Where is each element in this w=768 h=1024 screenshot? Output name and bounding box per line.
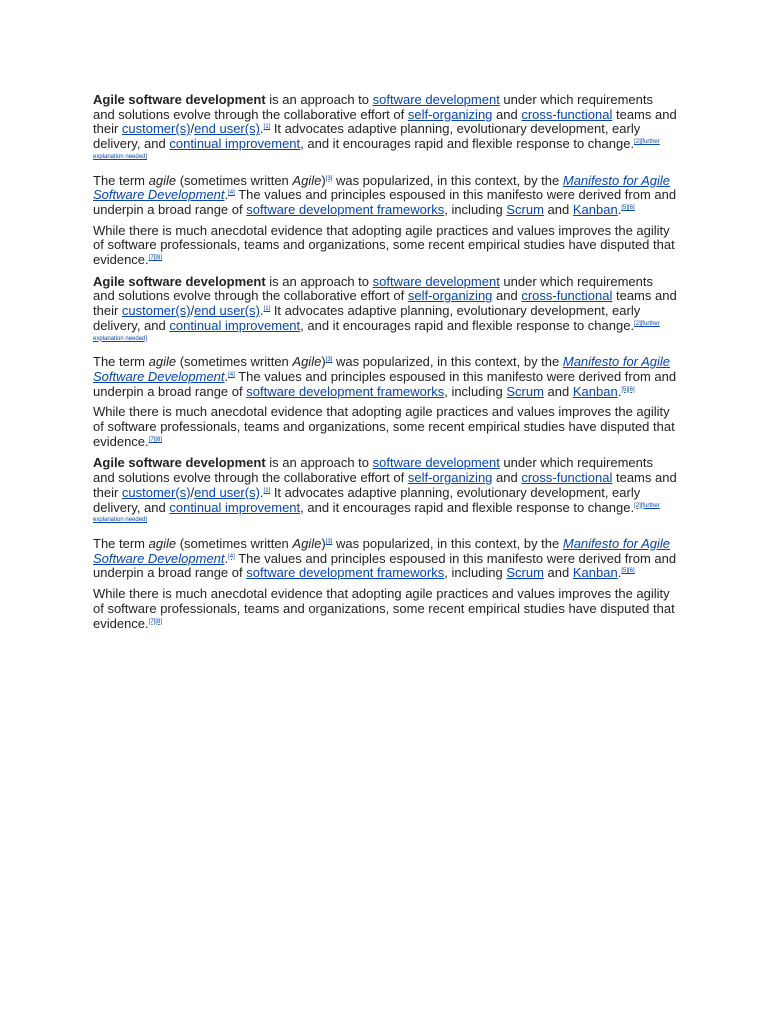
link-self-organizing[interactable]: self-organizing xyxy=(407,288,493,304)
citation-4[interactable]: [4] xyxy=(228,371,235,378)
link-software-development[interactable]: software development xyxy=(372,92,500,107)
link-self-organizing[interactable]: self-organizing xyxy=(407,470,493,486)
text-run: is an approach to xyxy=(265,455,373,471)
text-run: , and it encourages rapid and flexible response to change. xyxy=(300,499,635,515)
definition-paragraph xyxy=(93,456,678,530)
evidence-paragraph xyxy=(93,224,678,268)
link-cross-functional[interactable]: cross-functional xyxy=(521,470,613,486)
text-run: was popularized, in this context, by the xyxy=(332,354,563,370)
bold-term: Agile software development xyxy=(93,455,266,471)
text-run: The values and principles espoused in this manifesto were derived from and underpin a broad range of xyxy=(93,550,677,581)
citation-further-explanation[interactable]: [further explanation needed] xyxy=(93,139,660,160)
text-run: . xyxy=(259,121,264,137)
citation-7-8[interactable]: [7][8] xyxy=(148,618,162,625)
link-kanban[interactable]: Kanban xyxy=(572,565,618,581)
text-run: . xyxy=(617,383,622,399)
link-kanban[interactable]: Kanban xyxy=(572,201,618,217)
text-run: teams and their xyxy=(93,470,677,500)
link-self-organizing[interactable]: self-organizing xyxy=(407,106,493,122)
text-run: under which requirements and solutions evolve through the collaborative effort of xyxy=(93,273,654,304)
text-run: and xyxy=(492,288,522,304)
text-run: and xyxy=(492,106,522,122)
text-run: ) xyxy=(321,535,326,551)
text-run: . xyxy=(224,550,229,566)
text-run: teams and their xyxy=(93,288,677,319)
italic-agile-capital: Agile xyxy=(292,172,322,188)
citation-further-explanation[interactable]: [further explanation needed] xyxy=(93,320,660,342)
citation-4[interactable]: [4] xyxy=(228,553,235,560)
link-software-development[interactable]: software development xyxy=(372,273,500,289)
link-customers[interactable]: customer(s) xyxy=(121,121,191,137)
text-run: is an approach to xyxy=(265,92,373,107)
citation-2[interactable]: [2] xyxy=(634,139,641,146)
text-run: teams and their xyxy=(93,106,677,137)
citation-1[interactable]: [1] xyxy=(263,306,271,313)
link-cross-functional[interactable]: cross-functional xyxy=(521,288,613,304)
text-run: The term xyxy=(93,354,149,370)
italic-agile: agile xyxy=(148,354,177,370)
link-customers[interactable]: customer(s) xyxy=(121,484,191,500)
text-run: It advocates adaptive planning, evolutionary development, early delivery, and xyxy=(93,484,641,515)
text-run: It advocates adaptive planning, evolutionary development, early delivery, and xyxy=(93,121,641,152)
citation-2[interactable]: [2] xyxy=(634,320,641,327)
article-body xyxy=(93,93,678,638)
text-run: The term xyxy=(93,172,149,188)
citation-7-8[interactable]: [7][8] xyxy=(148,255,162,262)
link-software-development[interactable]: software development xyxy=(372,455,500,471)
text-run: The term xyxy=(93,535,149,551)
text-run: / xyxy=(190,484,195,500)
text-run: It advocates adaptive planning, evolutionary development, early delivery, and xyxy=(93,303,641,333)
text-run: , including xyxy=(444,383,507,399)
text-run: is an approach to xyxy=(265,273,373,289)
text-run: (sometimes written xyxy=(176,354,293,370)
citation-7-8[interactable]: [7][8] xyxy=(148,436,162,443)
link-cross-functional[interactable]: cross-functional xyxy=(521,106,613,122)
text-run: , and it encourages rapid and flexible response to change. xyxy=(300,136,635,152)
evidence-paragraph xyxy=(93,587,678,631)
text-run: The values and principles espoused in this manifesto were derived from and underpin a broad range of xyxy=(93,187,677,217)
text-run: , including xyxy=(444,565,507,581)
text-run: and xyxy=(543,565,573,581)
text-run: , and it encourages rapid and flexible response to change. xyxy=(300,317,635,333)
link-continual-improvement[interactable]: continual improvement xyxy=(169,499,301,515)
text-run: While there is much anecdotal evidence that adopting agile practices and values improves the agility of software professionals, teams and organizations, some recent empirical studies have disputed that evidence. xyxy=(93,404,675,449)
link-end-users[interactable]: end user(s) xyxy=(194,484,260,500)
link-kanban[interactable]: Kanban xyxy=(572,383,618,399)
text-run: While there is much anecdotal evidence that adopting agile practices and values improves the agility of software professionals, teams and organizations, some recent empirical studies have disputed that evidence. xyxy=(93,222,675,268)
text-run: . xyxy=(259,303,264,319)
term-paragraph xyxy=(93,174,678,218)
link-frameworks[interactable]: software development frameworks xyxy=(246,383,445,399)
link-frameworks[interactable]: software development frameworks xyxy=(246,201,445,217)
citation-further-explanation[interactable]: [further explanation needed] xyxy=(93,502,660,524)
term-paragraph xyxy=(93,355,678,399)
text-run: . xyxy=(224,368,229,384)
italic-agile-capital: Agile xyxy=(292,354,322,370)
citation-1[interactable]: [1] xyxy=(263,124,271,131)
citation-3[interactable]: [3] xyxy=(325,175,333,182)
link-scrum[interactable]: Scrum xyxy=(506,201,544,217)
link-end-users[interactable]: end user(s) xyxy=(194,121,260,137)
text-run: . xyxy=(224,187,229,203)
link-manifesto-text: Manifesto for Agile Software Development xyxy=(93,172,671,203)
text-run: was popularized, in this context, by the xyxy=(332,172,563,188)
text-run: , including xyxy=(444,201,507,217)
text-run: . xyxy=(617,565,622,581)
text-run: . xyxy=(259,484,264,500)
text-run: was popularized, in this context, by the xyxy=(332,535,563,551)
definition-paragraph xyxy=(93,93,678,167)
citation-4[interactable]: [4] xyxy=(228,190,235,197)
citation-3[interactable]: [3] xyxy=(325,357,333,364)
text-run: / xyxy=(190,303,195,319)
text-run: / xyxy=(190,121,195,137)
text-run: and xyxy=(543,201,573,217)
link-continual-improvement[interactable]: continual improvement xyxy=(169,136,301,152)
bold-term: Agile software development xyxy=(93,273,266,289)
text-run: . xyxy=(617,201,622,217)
citation-5-6[interactable]: [5][6] xyxy=(621,386,635,393)
italic-agile: agile xyxy=(148,535,177,551)
citation-1[interactable]: [1] xyxy=(263,487,271,494)
link-scrum[interactable]: Scrum xyxy=(506,383,544,399)
link-manifesto-text: Manifesto for Agile Software Development xyxy=(93,535,671,566)
link-scrum[interactable]: Scrum xyxy=(506,565,544,581)
text-run: and xyxy=(492,470,522,486)
text-run: ) xyxy=(321,172,326,188)
citation-2[interactable]: [2] xyxy=(634,502,641,509)
text-run: (sometimes written xyxy=(176,172,293,188)
link-end-users[interactable]: end user(s) xyxy=(194,303,260,319)
bold-term: Agile software development xyxy=(93,92,266,107)
italic-agile-capital: Agile xyxy=(292,535,322,551)
definition-paragraph xyxy=(93,275,678,349)
text-run: under which requirements and solutions evolve through the collaborative effort of xyxy=(93,455,654,486)
text-run: under which requirements and solutions evolve through the collaborative effort of xyxy=(93,92,654,122)
citation-5-6[interactable]: [5][6] xyxy=(621,568,635,575)
text-run: ) xyxy=(321,354,326,370)
evidence-paragraph xyxy=(93,405,678,449)
text-run: While there is much anecdotal evidence that adopting agile practices and values improves the agility of software professionals, teams and organizations, some recent empirical studies have disputed that evidence. xyxy=(93,586,675,631)
text-run: (sometimes written xyxy=(176,535,293,551)
link-customers[interactable]: customer(s) xyxy=(121,303,191,319)
citation-5-6[interactable]: [5][6] xyxy=(621,204,635,211)
term-paragraph xyxy=(93,537,678,581)
citation-3[interactable]: [3] xyxy=(325,538,333,545)
link-frameworks[interactable]: software development frameworks xyxy=(246,565,445,581)
link-continual-improvement[interactable]: continual improvement xyxy=(169,317,301,333)
italic-agile: agile xyxy=(148,172,177,188)
text-run: The values and principles espoused in this manifesto were derived from and underpin a broad range of xyxy=(93,368,677,399)
text-run: and xyxy=(543,383,573,399)
link-manifesto-text: Manifesto for Agile Software Development xyxy=(93,354,671,384)
